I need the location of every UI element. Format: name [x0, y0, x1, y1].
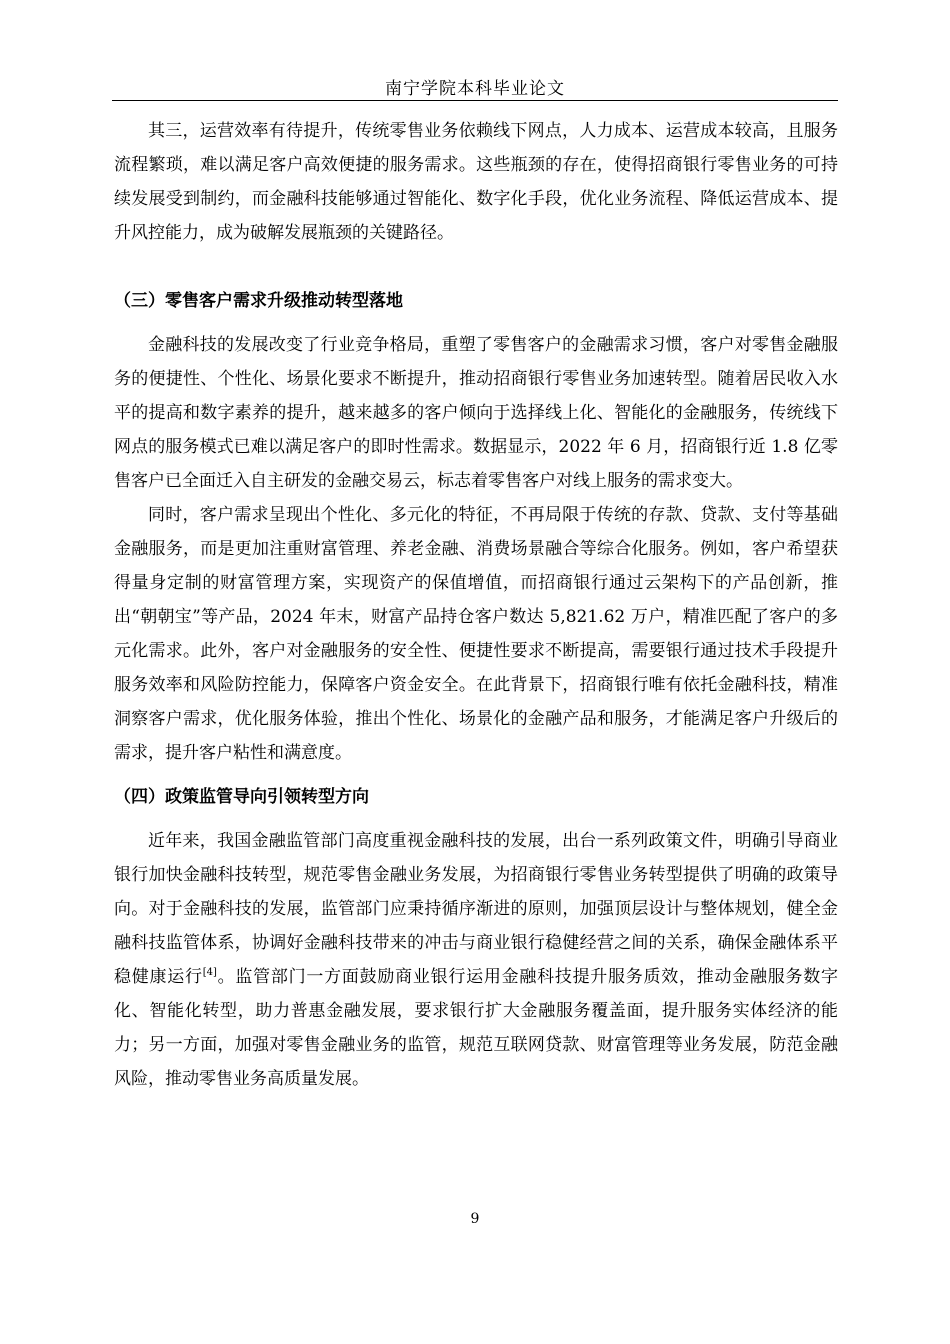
- spacer: [114, 318, 838, 328]
- paragraph-efficiency: 其三，运营效率有待提升，传统零售业务依赖线下网点，人力成本、运营成本较高，且服务流程繁琐，难以满足客户高效便捷的服务需求。这些瓶颈的存在，使得招商银行零售业务的可持续发展受到制约，而金融科技能够通过智能化、数字化手段，优化业务流程、降低运营成本、提升风控能力，成为破解发展瓶颈的关键路径。: [114, 121, 838, 243]
- paragraph-text-part1: 近年来，我国金融监管部门高度重视金融科技的发展，出台一系列政策文件，明确引导商业银行加快金融科技转型，规范零售金融业务发展，为招商银行零售业务转型提供了明确的政策导向。对于金融科技的发展，监管部门应秉持循序渐进的原则，加强顶层设计与整体规划，健全金融科技监管体系，协调好金融科技带来的冲击与商业银行稳健经营之间的关系，确保金融体系平稳健康运行: [114, 831, 838, 987]
- paragraph-text-part2: 。监管部门一方面鼓励商业银行运用金融科技提升服务质效，推动金融服务数字化、智能化转型，助力普惠金融发展，要求银行扩大金融服务覆盖面，提升服务实体经济的能力；另一方面，加强对零售金融业务的监管，规范互联网贷款、财富管理等业务发展，防范金融风险，推动零售业务高质量发展。: [114, 967, 839, 1089]
- spacer: [114, 814, 838, 824]
- citation-ref: [4]: [202, 967, 217, 978]
- paragraph-diversified-demand: 同时，客户需求呈现出个性化、多元化的特征，不再局限于传统的存款、贷款、支付等基础金融服务，而是更加注重财富管理、养老金融、消费场景融合等综合化服务。例如，客户希望获得量身定制的财富管理方案，实现资产的保值增值，而招商银行通过云架构下的产品创新，推出“朝朝宝”等产品，2024 年末，财富产品持仓客户数达 5,821.62 万户，精准匹配了客户的多元化需求。此外，客户对金融服务的安全性、便捷性要求不断提高，需要银行通过技术手段提升服务效率和风险防控能力，保障客户资金安全。在此背景下，招商银行唯有依托金融科技，精准洞察客户需求，优化服务体验，推出个性化、场景化的金融产品和服务，才能满足客户升级后的需求，提升客户粘性和满意度。: [114, 505, 838, 763]
- page-number: 9: [470, 1211, 480, 1227]
- spacer: [114, 770, 838, 780]
- section-heading-4: （四）政策监管导向引领转型方向: [114, 787, 369, 807]
- paragraph-customer-demand: 金融科技的发展改变了行业竞争格局，重塑了零售客户的金融需求习惯，客户对零售金融服务的便捷性、个性化、场景化要求不断提升，推动招商银行零售业务加速转型。随着居民收入水平的提高和数字素养的提升，越来越多的客户倾向于选择线上化、智能化的金融服务，传统线下网点的服务模式已难以满足客户的即时性需求。数据显示，2022 年 6 月，招商银行近 1.8 亿零售客户已全面迁入自主研发的金融交易云，标志着零售客户对线上服务的需求变大。: [114, 335, 838, 491]
- body-text: [114, 114, 838, 1096]
- page-header-title: 南宁学院本科毕业论文: [385, 79, 565, 99]
- section-heading-3: （三）零售客户需求升级推动转型落地: [114, 291, 403, 311]
- spacer: [114, 250, 838, 284]
- header-divider: [112, 100, 838, 101]
- paragraph-policy-regulation: [114, 824, 838, 1096]
